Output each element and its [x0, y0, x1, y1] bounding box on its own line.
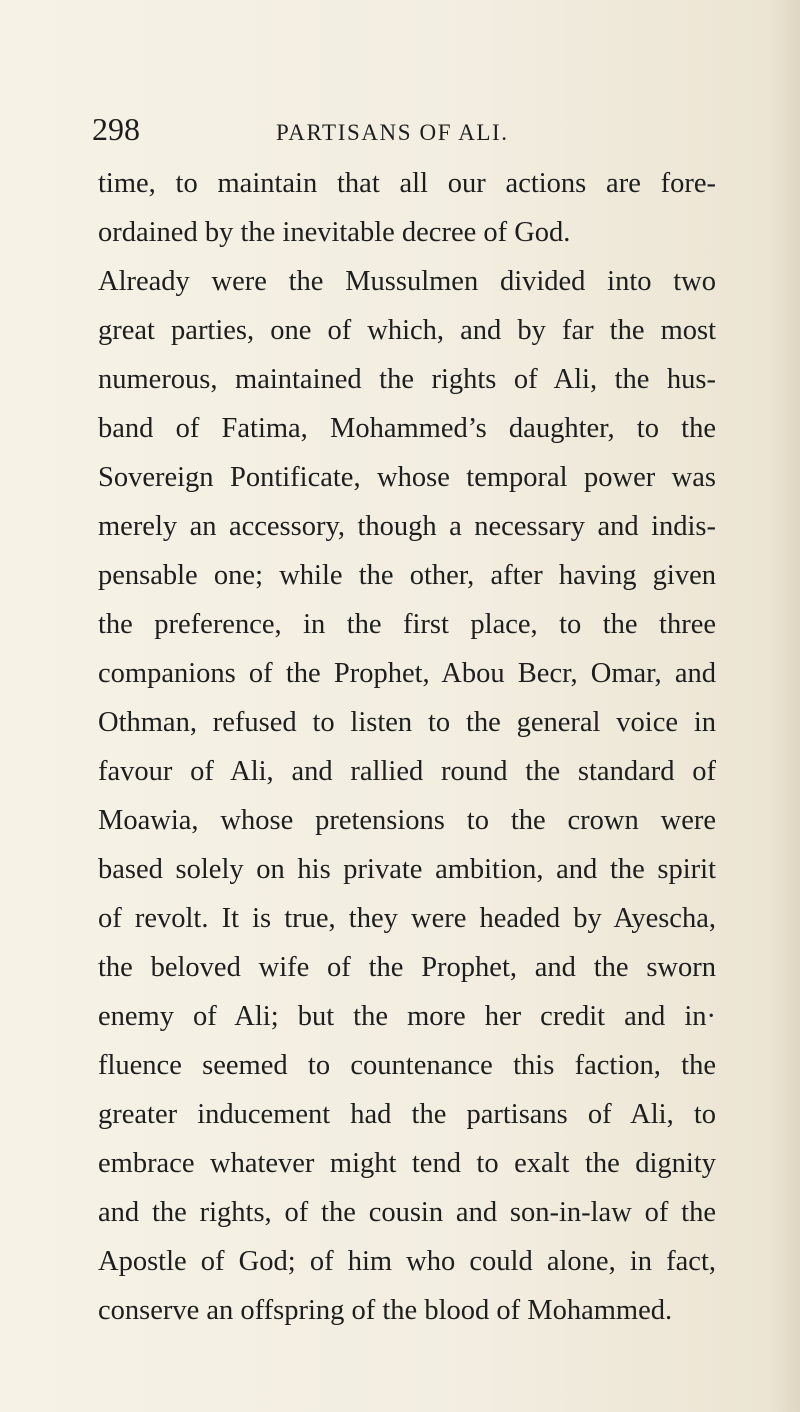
text-line: ordained by the inevitable decree of God.	[98, 217, 571, 248]
page-edge-shading	[770, 0, 800, 1412]
text-line: time, to maintain that all our actions are fore-	[98, 168, 716, 199]
text-line: Moawia, whose pretensions to the crown were	[98, 805, 716, 836]
running-head	[0, 104, 800, 154]
text-line: the preference, in the first place, to the three	[98, 609, 716, 640]
text-line: numerous, maintained the rights of Ali, the hus-	[98, 364, 716, 395]
text-line: greater inducement had the partisans of Ali, to	[98, 1099, 716, 1130]
text-line: great parties, one of which, and by far the most	[98, 315, 716, 346]
text-line: enemy of Ali; but the more her credit and in·	[98, 1001, 716, 1032]
text-line: embrace whatever might tend to exalt the dignity	[98, 1148, 716, 1179]
text-line: of revolt. It is true, they were headed by Ayescha,	[98, 903, 716, 934]
text-line: and the rights, of the cousin and son-in-law of the	[98, 1197, 716, 1228]
text-line: band of Fatima, Mohammed’s daughter, to the	[98, 413, 716, 444]
text-line: Apostle of God; of him who could alone, in fact,	[98, 1246, 716, 1277]
text-line: companions of the Prophet, Abou Becr, Omar, and	[98, 658, 716, 689]
page-number: 298	[92, 111, 140, 147]
text-line: Already were the Mussulmen divided into two	[98, 266, 716, 297]
body-text	[98, 159, 716, 1335]
text-line: the beloved wife of the Prophet, and the sworn	[98, 952, 716, 983]
text-line: favour of Ali, and rallied round the standard of	[98, 756, 716, 787]
text-line: Othman, refused to listen to the general voice in	[98, 707, 716, 738]
text-line: fluence seemed to countenance this faction, the	[98, 1050, 716, 1081]
text-line: based solely on his private ambition, and the spirit	[98, 854, 716, 885]
text-line: merely an accessory, though a necessary and indis-	[98, 511, 716, 542]
running-title: PARTISANS OF ALI.	[276, 120, 509, 145]
text-line: conserve an offspring of the blood of Mohammed.	[98, 1295, 673, 1326]
text-line: Sovereign Pontificate, whose temporal power was	[98, 462, 716, 493]
text-line: pensable one; while the other, after having given	[98, 560, 716, 591]
